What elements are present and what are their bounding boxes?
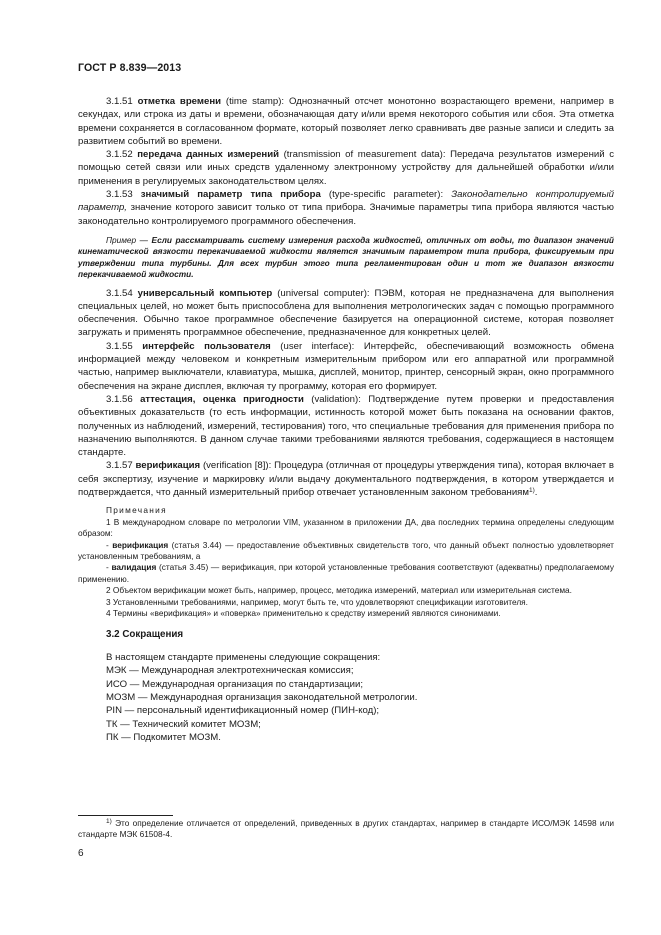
term-number: 3.1.54: [106, 287, 133, 299]
note-1-validation: - валидация (статья 3.45) — верификация, при которой установленные требования соответствуют (адекватны) предполагаемому применению.: [78, 562, 614, 584]
term-entry-3-1-54: [78, 287, 614, 340]
section-intro: В настоящем стандарте применены следующие сокращения:: [106, 651, 381, 663]
term-english: (universal computer):: [277, 287, 370, 299]
notes-heading: Примечания: [106, 505, 167, 516]
term-definition: Интерфейс, обеспечивающий возможность обмена информацией между человеком и конкретным измерительным прибором или его аппаратной или программной частью, например выключатели, клавиатура, мышка, дисплей, монитор, принтер, сенсорный экран, окно программного обеспечения на экране дисплея, включая ту программу, которая его формирует.: [78, 340, 614, 392]
term-entry-3-1-53: [78, 188, 614, 228]
example-block: [78, 235, 614, 281]
note-2: 2 Объектом верификации может быть, например, процесс, методика измерений, материал или измерительная система.: [106, 585, 572, 596]
term-entry-3-1-56: [78, 393, 614, 459]
term-italic-phrase: Законодательно контролируемый параметр,: [78, 189, 614, 214]
abbreviation-item: МОЗМ — Международная организация законодательной метрологии.: [106, 691, 418, 703]
term-definition: значение которого зависит только от типа прибора. Значимые параметры типа прибора являются частью законодательно контролируемого программного обеспечения.: [78, 202, 614, 227]
term-title: универсальный компьютер: [137, 287, 273, 299]
term-definition: ПЭВМ, которая не предназначена для выполнения специальных целей, но может быть приспособлена для выполнения метрологических задач с помощью программного обеспечения. Обычно такое программное обеспечение базируется на операционной системе, которая позволяет загружать и применять программное обеспечение, предназначенное для конкретных целей.: [78, 287, 614, 339]
term-title: аттестация, оценка пригодности: [140, 393, 304, 405]
note-1-verification: - верификация (статья 3.44) — предоставление объективных свидетельств того, что данный объект полностью удовлетворяет установленным требованиям, а: [78, 539, 614, 561]
term-english: (time stamp):: [225, 96, 285, 107]
term-entry-3-1-57: 3.1.57 верификация (verification [8]): Процедура (отличная от процедуры утверждения типа), которая включает в себя экспертизу, изучение и маркировку и/или выдачу документального подтверждения, в котором утверждается и подтверждается, что данный измерительный прибор отвечает установленным законом требованиям$^{1)}$.: [78, 460, 614, 499]
term-english: (verification [8]):: [202, 460, 272, 472]
term-number: 3.1.57: [106, 460, 133, 472]
term-number: 3.1.55: [106, 340, 133, 352]
note-1: 1 В международном словаре по метрологии VIM, указанном в приложении ДА, два последних термина определены следующим образом:: [78, 516, 614, 539]
term-english: (transmission of measurement data):: [283, 149, 446, 161]
example-label: Пример —: [106, 234, 148, 245]
term-number: 3.1.53: [106, 189, 133, 201]
term-title: значимый параметр типа прибора: [140, 189, 321, 201]
term-entry-3-1-52: [78, 148, 614, 188]
page-content: [78, 95, 614, 745]
term-number: 3.1.52: [106, 149, 133, 161]
abbreviation-item: ПК — Подкомитет МОЗМ.: [106, 732, 221, 744]
abbreviation-item: МЭК — Международная электротехническая комиссия;: [106, 665, 354, 677]
footnote-reference[interactable]: 1): [528, 487, 535, 495]
abbreviation-item: ТК — Технический комитет МОЗМ;: [106, 718, 261, 730]
term-english: (validation):: [311, 393, 361, 405]
term-definition: Однозначный отсчет монотонно возрастающего времени, например в секундах, или строка из даты и времени, обозначающая дату и/или время некоторого события или сбоя. Эта отметка времени сохраняется в согласованном формате, который позволяет легко сравнивать две разные записи и следить за развитием событий во времени.: [78, 96, 614, 147]
footnote-divider: [78, 815, 173, 816]
term-english: (user interface):: [280, 340, 355, 352]
note-4: 4 Термины «верификация» и «поверка» применительно к средству измерений являются синонимами.: [106, 608, 501, 618]
note-3: 3 Установленными требованиями, например, могут быть те, что удовлетворяют спецификации изготовителя.: [106, 596, 528, 607]
note-term: валидация: [111, 562, 157, 573]
term-entry-3-1-51: [78, 95, 614, 148]
footnote: [78, 818, 614, 841]
footnote-text: Это определение отличается от определений, приведенных в других стандартах, например в стандарте ИСО/МЭК 14598 или стандарте МЭК 61508-4.: [78, 818, 614, 840]
section-title: 3.2 Сокращения: [106, 629, 184, 641]
term-definition: Процедура (отличная от процедуры утверждения типа), которая включает в себя экспертизу, изучение и маркировку и/или выдачу документального подтверждения, в котором утверждается и подтверждается, что данный измерительный прибор отвечает установленным законом требованиям: [78, 460, 614, 499]
term-number: 3.1.56: [106, 393, 133, 405]
term-title: интерфейс пользователя: [142, 340, 271, 352]
document-header: ГОСТ Р 8.839—2013: [78, 62, 182, 74]
page-number: 6: [78, 848, 84, 859]
term-number: 3.1.51: [106, 96, 133, 107]
footnote-mark: 1): [106, 818, 112, 825]
term-title: верификация: [135, 460, 201, 472]
term-entry-3-1-55: [78, 340, 614, 393]
example-text: Если рассматривать систему измерения расхода жидкостей, отличных от воды, то диапазон значений кинематической вязкости перекачиваемой жидкости является значимым параметром типа прибора, фиксируемым при утверждении типа турбины. Для всех турбин этого типа регламентирован один и тот же диапазон вязкости перекачиваемой жидкости.: [78, 234, 615, 280]
term-definition: Передача результатов измерений с помощью сетей связи или иных средств удаленному электронному устройству для дальнейшей обработки и/или применения в регулируемых законодательством целях.: [78, 149, 615, 187]
term-title: передача данных измерений: [137, 149, 279, 161]
abbreviation-item: ИСО — Международная организация по стандартизации;: [106, 678, 364, 690]
abbreviation-item: PIN — персональный идентификационный номер (ПИН-код);: [106, 705, 380, 717]
note-term: верификация: [112, 539, 169, 550]
term-english: (type-specific parameter):: [328, 189, 444, 201]
term-title: отметка времени: [137, 96, 222, 107]
term-definition: Подтверждение путем проверки и предоставления объективных доказательств (то есть информации, истинность которой может быть показана на основании фактов, полученных из наблюдений, измерений, тестирования) того, что специальные требования для применения прибора по назначению выполняются. В данном случае такими требованиями являются требования, содержащиеся в настоящем стандарте.: [78, 393, 615, 459]
